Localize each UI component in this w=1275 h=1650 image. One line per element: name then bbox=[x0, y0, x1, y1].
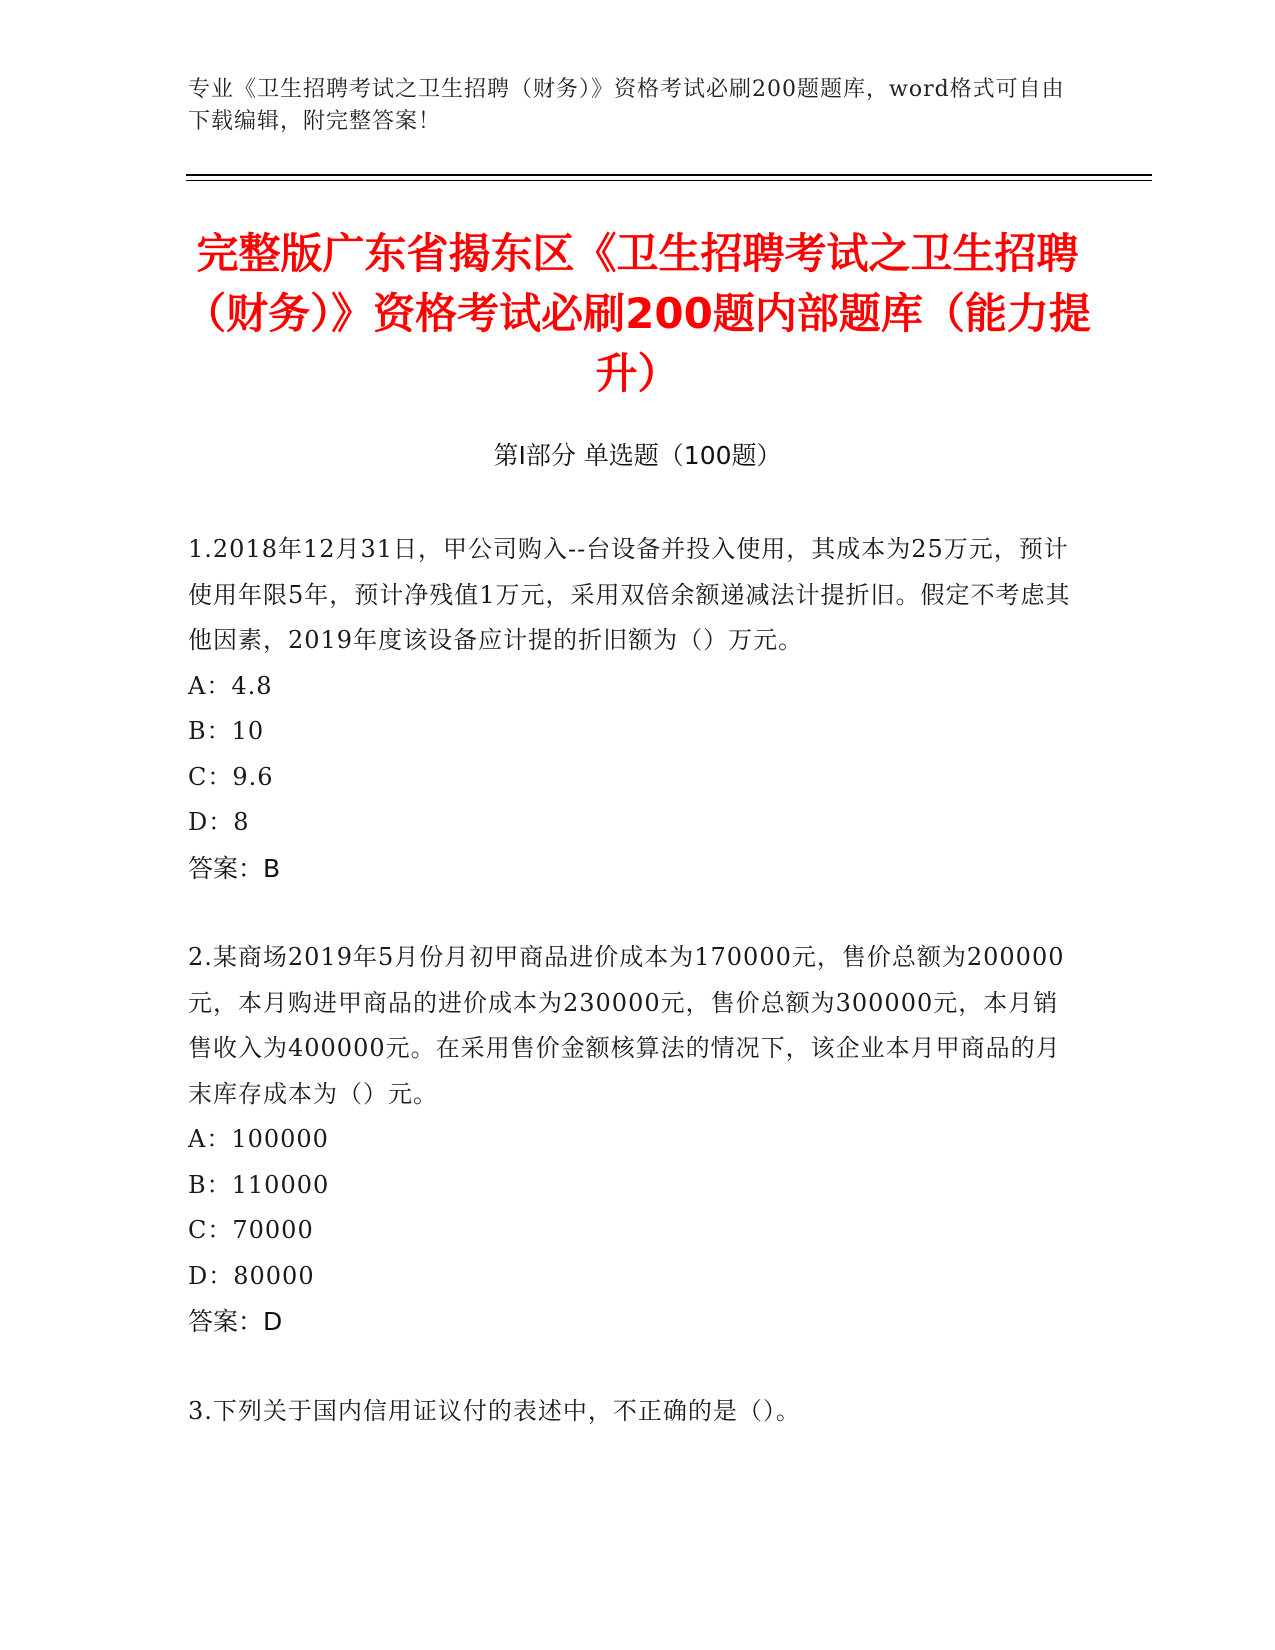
option-d: D：8 bbox=[188, 808, 250, 836]
option-b: B：110000 bbox=[188, 1170, 330, 1199]
question-stem: 3.下列关于国内信用证议付的表述中，不正确的是（）。 bbox=[188, 1396, 801, 1425]
option-a: A：100000 bbox=[188, 1125, 329, 1153]
question-stem: 2.某商场2019年5月份月初甲商品进价成本为170000元，售价总额为200000元，本月购进甲商品的进价成本为230000元，售价总额为300000元，本月销售收入为400000元。在采用售价金额核算法的情况下，该企业本月甲商品的月末库存成本为（）元。 bbox=[188, 943, 1065, 1108]
option-c: C：9.6 bbox=[188, 762, 274, 791]
question-list bbox=[188, 527, 1078, 1478]
document-title: 完整版广东省揭东区《卫生招聘考试之卫生招聘（财务）》资格考试必刷200题内部题库（能力提升） bbox=[184, 229, 1091, 398]
question-2 bbox=[188, 935, 1078, 1345]
option-a: A：4.8 bbox=[188, 671, 273, 700]
question-1 bbox=[188, 527, 1078, 891]
answer: 答案：B bbox=[188, 853, 281, 883]
option-b: B：10 bbox=[188, 717, 265, 745]
question-stem: 1.2018年12月31日，甲公司购入--台设备并投入使用，其成本为25万元，预计使用年限5年，预计净残值1万元，采用双倍余额递减法计提折旧。假定不考虑其他因素，2019年度该设备应计提的折旧额为（）万元。 bbox=[188, 535, 1071, 654]
section-title: 第Ⅰ部分 单选题（100题） bbox=[493, 441, 782, 470]
header-divider-thick bbox=[186, 174, 1152, 176]
option-d: D：80000 bbox=[188, 1261, 315, 1290]
header-divider-thin bbox=[186, 180, 1152, 181]
answer: 答案：D bbox=[188, 1307, 283, 1336]
header-note: 专业《卫生招聘考试之卫生招聘（财务）》资格考试必刷200题题库，word格式可自由下载编辑，附完整答案！ bbox=[188, 77, 1065, 134]
option-c: C：70000 bbox=[188, 1216, 314, 1244]
question-3 bbox=[188, 1389, 1078, 1435]
